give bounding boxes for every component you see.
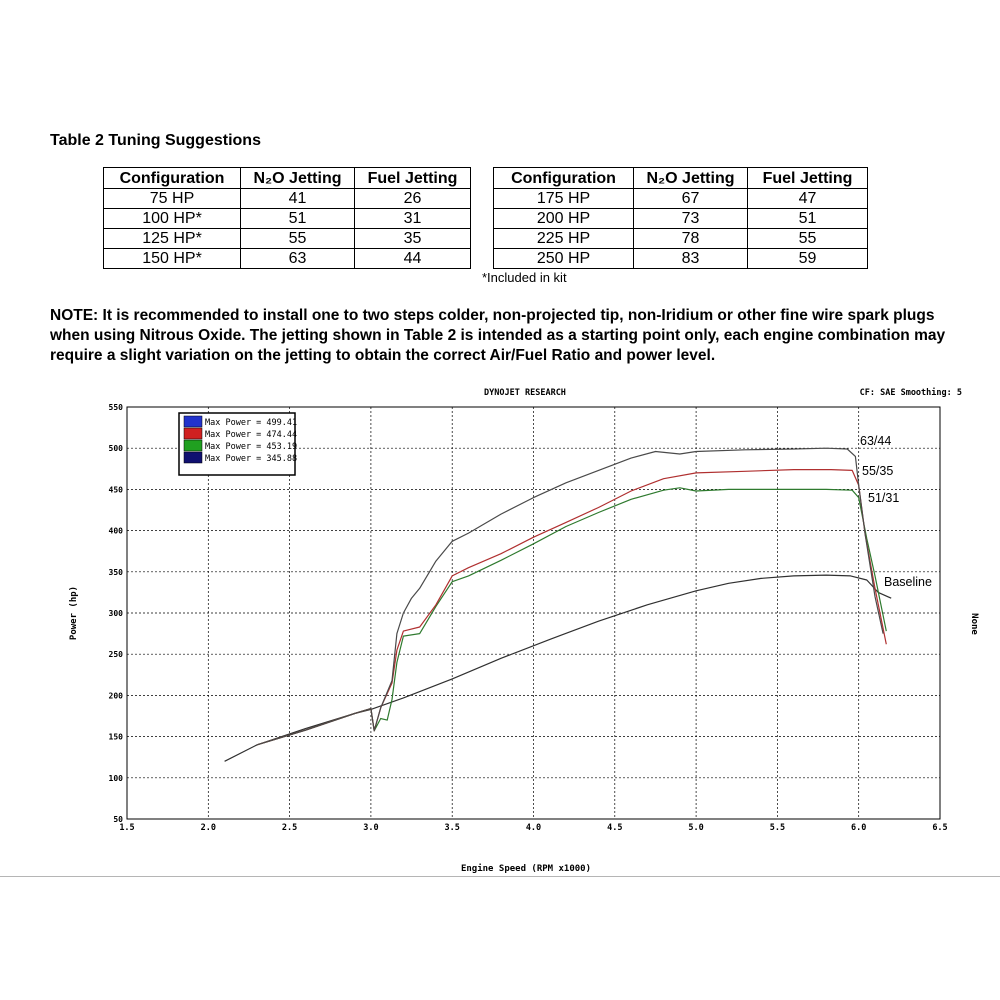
- chart-header-settings: CF: SAE Smoothing: 5: [859, 388, 962, 398]
- header-fuel-jetting: Fuel Jetting: [748, 168, 868, 189]
- cell-configuration: 75 HP: [104, 189, 241, 209]
- header-fuel-jetting: Fuel Jetting: [355, 168, 471, 189]
- legend-swatch: [184, 452, 202, 463]
- header-n2o-jetting: N₂O Jetting: [241, 168, 355, 189]
- cell-n2o-jetting: 63: [241, 249, 355, 269]
- cell-fuel-jetting: 59: [748, 249, 868, 269]
- legend: [179, 413, 297, 475]
- table-gap: [471, 249, 494, 269]
- y-tick-label: 50: [113, 815, 123, 824]
- y-tick-label: 300: [108, 609, 123, 618]
- bottom-divider: [0, 876, 1000, 877]
- chart-header-title: DYNOJET RESEARCH: [484, 388, 566, 398]
- cell-configuration: 175 HP: [494, 189, 634, 209]
- series-line-55-35: [257, 470, 886, 745]
- cell-n2o-jetting: 73: [634, 209, 748, 229]
- cell-configuration: 100 HP*: [104, 209, 241, 229]
- series-label-51-31: 51/31: [868, 491, 900, 505]
- cell-configuration: 125 HP*: [104, 229, 241, 249]
- legend-entry: Max Power = 345.88: [205, 454, 298, 464]
- x-tick-label: 4.5: [607, 823, 623, 833]
- header-configuration: Configuration: [104, 168, 241, 189]
- table-gap: [471, 209, 494, 229]
- table-title: Table 2 Tuning Suggestions: [50, 132, 261, 149]
- x-tick-label: 2.0: [200, 823, 216, 833]
- table-row: [104, 249, 868, 269]
- x-axis-label: Engine Speed (RPM x1000): [460, 864, 592, 874]
- header-n2o-jetting: N₂O Jetting: [634, 168, 748, 189]
- cell-n2o-jetting: 78: [634, 229, 748, 249]
- dyno-chart: [0, 380, 1000, 880]
- header-configuration: Configuration: [494, 168, 634, 189]
- cell-fuel-jetting: 55: [748, 229, 868, 249]
- x-tick-label: 6.0: [851, 823, 867, 833]
- x-tick-label: 4.0: [525, 823, 542, 833]
- cell-n2o-jetting: 67: [634, 189, 748, 209]
- table-header-row: [104, 168, 868, 189]
- y-tick-label: 550: [108, 403, 123, 412]
- y-tick-label: 350: [108, 567, 123, 577]
- x-tick-label: 1.5: [119, 823, 135, 833]
- y-tick-label: 500: [108, 444, 123, 454]
- cell-configuration: 200 HP: [494, 209, 634, 229]
- cell-fuel-jetting: 44: [355, 249, 471, 269]
- tuning-table: [103, 167, 868, 269]
- series-lines: [225, 448, 892, 761]
- x-tick-label: 5.5: [769, 823, 786, 833]
- cell-configuration: 250 HP: [494, 249, 634, 269]
- cell-n2o-jetting: 51: [241, 209, 355, 229]
- cell-n2o-jetting: 55: [241, 229, 355, 249]
- note-paragraph: NOTE: It is recommended to install one to two steps colder, non-projected tip, non-Iridium or other fine wire spark plugs when using Nitrous Oxide. The jetting shown in Table 2 is intended as a starting point only, each engine combination may require a slight variation on the jetting to obtain the correct Air/Fuel Ratio and power level.: [50, 307, 946, 364]
- legend-swatch: [184, 416, 202, 427]
- cell-configuration: 150 HP*: [104, 249, 241, 269]
- x-tick-label: 5.0: [688, 823, 704, 833]
- legend-entry: Max Power = 474.44: [205, 430, 298, 440]
- series-line-63-44: [257, 448, 883, 745]
- series-line-51-31: [257, 488, 886, 745]
- x-tick-label: 3.0: [363, 823, 379, 833]
- cell-fuel-jetting: 26: [355, 189, 471, 209]
- y-axis-label: Power (hp): [69, 585, 79, 641]
- cell-fuel-jetting: 35: [355, 229, 471, 249]
- cell-fuel-jetting: 31: [355, 209, 471, 229]
- y-tick-label: 100: [108, 773, 123, 783]
- table-gap: [471, 229, 494, 249]
- y-tick-label: 150: [108, 732, 123, 742]
- series-label-63-44: 63/44: [860, 434, 892, 448]
- x-tick-label: 3.5: [444, 823, 460, 833]
- legend-swatch: [184, 440, 202, 451]
- y-tick-label: 250: [108, 650, 123, 660]
- series-label-baseline: Baseline: [884, 575, 932, 589]
- y-tick-label: 400: [108, 526, 123, 536]
- series-line-baseline: [225, 575, 892, 761]
- legend-entry: Max Power = 453.19: [205, 442, 298, 452]
- table-footnote: *Included in kit: [482, 270, 567, 285]
- series-label-55-35: 55/35: [862, 464, 894, 478]
- cell-n2o-jetting: 41: [241, 189, 355, 209]
- legend-entry: Max Power = 499.41: [205, 418, 298, 428]
- table-row: [104, 229, 868, 249]
- cell-n2o-jetting: 83: [634, 249, 748, 269]
- cell-fuel-jetting: 51: [748, 209, 868, 229]
- y-tick-label: 200: [108, 691, 123, 701]
- legend-swatch: [184, 428, 202, 439]
- right-axis-label: None: [969, 613, 979, 635]
- x-tick-label: 6.5: [932, 823, 948, 833]
- table-gap: [471, 168, 494, 189]
- table-row: [104, 209, 868, 229]
- table-row: [104, 189, 868, 209]
- table-gap: [471, 189, 494, 209]
- x-tick-label: 2.5: [281, 823, 298, 833]
- cell-configuration: 225 HP: [494, 229, 634, 249]
- y-tick-label: 450: [108, 485, 123, 495]
- cell-fuel-jetting: 47: [748, 189, 868, 209]
